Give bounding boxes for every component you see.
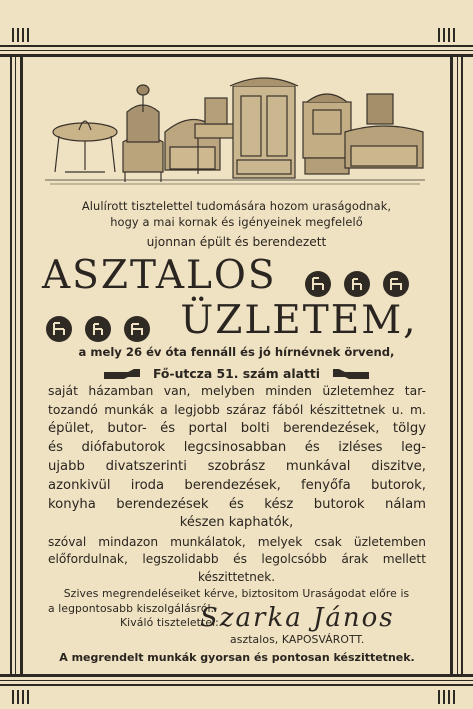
address: Fő-utcza 51. szám alatti — [152, 366, 321, 381]
signature-row — [200, 603, 440, 633]
left-rule-1 — [10, 57, 12, 677]
signature: Szarka János — [200, 603, 395, 633]
since-line: a mely 26 év óta fennáll és jó hírnévnek örvend, — [78, 345, 395, 359]
chair-icon — [383, 271, 409, 297]
bottom-rule-3 — [0, 684, 473, 686]
body-center-line: készen kaphatók, — [179, 515, 294, 530]
title-row-2 — [42, 298, 432, 343]
chair-icon — [344, 271, 370, 297]
address-row — [30, 363, 443, 382]
body-line-3: épület, butor- és portal bolti berendezések, tölgy — [48, 421, 426, 436]
intro-line-2: hogy a mai kornak és igényeinek megfelelő — [110, 215, 363, 229]
pointing-hand-icon — [104, 368, 142, 380]
title-line-2: ÜZLETEM, — [180, 298, 418, 343]
body-line-7: konyha berendezések és kész butorok nálam — [48, 497, 426, 512]
intro-line-1: Alulírott tisztelettel tudomására hozom uraságodnak, — [81, 199, 392, 213]
left-rule-2 — [15, 57, 16, 677]
request-line-2: a legpontosabb kiszolgálásról. — [48, 602, 215, 615]
body-line-6: azonkivül iroda berendezések, fenyőfa butorok, — [48, 478, 426, 493]
chair-icon — [46, 316, 72, 342]
top-right-bars — [438, 28, 455, 42]
right-rule-2 — [457, 57, 458, 677]
body-line-1: saját házamban van, melyben minden üzletemhez tar- — [48, 383, 426, 398]
title-line-1: ASZTALOS — [42, 253, 277, 298]
request-line-1: Szives megrendeléseiket kérve, biztositom Uraságodat előre is — [63, 587, 410, 600]
top-rule-3 — [0, 54, 473, 57]
bottom-left-bars — [12, 690, 29, 704]
right-rule-1 — [450, 57, 453, 677]
body-line-5: ujabb divatszerinti szobrász munkával diszitve, — [48, 459, 426, 474]
body2-line-1: szóval mindazon munkálatok, melyek csak üzletemben — [48, 535, 426, 549]
top-rule-2 — [0, 50, 473, 51]
title-row-1 — [42, 253, 432, 298]
footer-line: A megrendelt munkák gyorsan és pontosan készittetnek. — [59, 651, 415, 664]
body-line-2: tozandó munkák a legjobb száraz fából készittetnek u. m. — [48, 402, 426, 417]
furniture-illustration — [45, 72, 425, 190]
top-rule-1 — [0, 45, 473, 47]
top-left-bars — [12, 28, 29, 42]
subheading: ujonnan épült és berendezett — [146, 235, 327, 249]
right-rule-3 — [461, 57, 463, 677]
bottom-rule-2 — [0, 680, 473, 681]
greeting: Kiváló tisztelettel: — [120, 616, 219, 629]
pointing-hand-icon — [331, 368, 369, 380]
chair-icon — [305, 271, 331, 297]
body2-line-2: előfordulnak, legszolidabb és legolcsóbb árak mellett — [48, 552, 426, 566]
body-line-4: és diófabutorok legcsinosabban és izléses leg- — [48, 440, 426, 455]
left-rule-3 — [20, 57, 23, 677]
bottom-right-bars — [438, 690, 455, 704]
signature-sub: asztalos, KAPOSVÁROTT. — [230, 633, 365, 646]
body2-center-line: készittetnek. — [197, 570, 276, 584]
chair-icon — [85, 316, 111, 342]
bottom-rule-1 — [0, 674, 473, 677]
chair-icon — [124, 316, 150, 342]
